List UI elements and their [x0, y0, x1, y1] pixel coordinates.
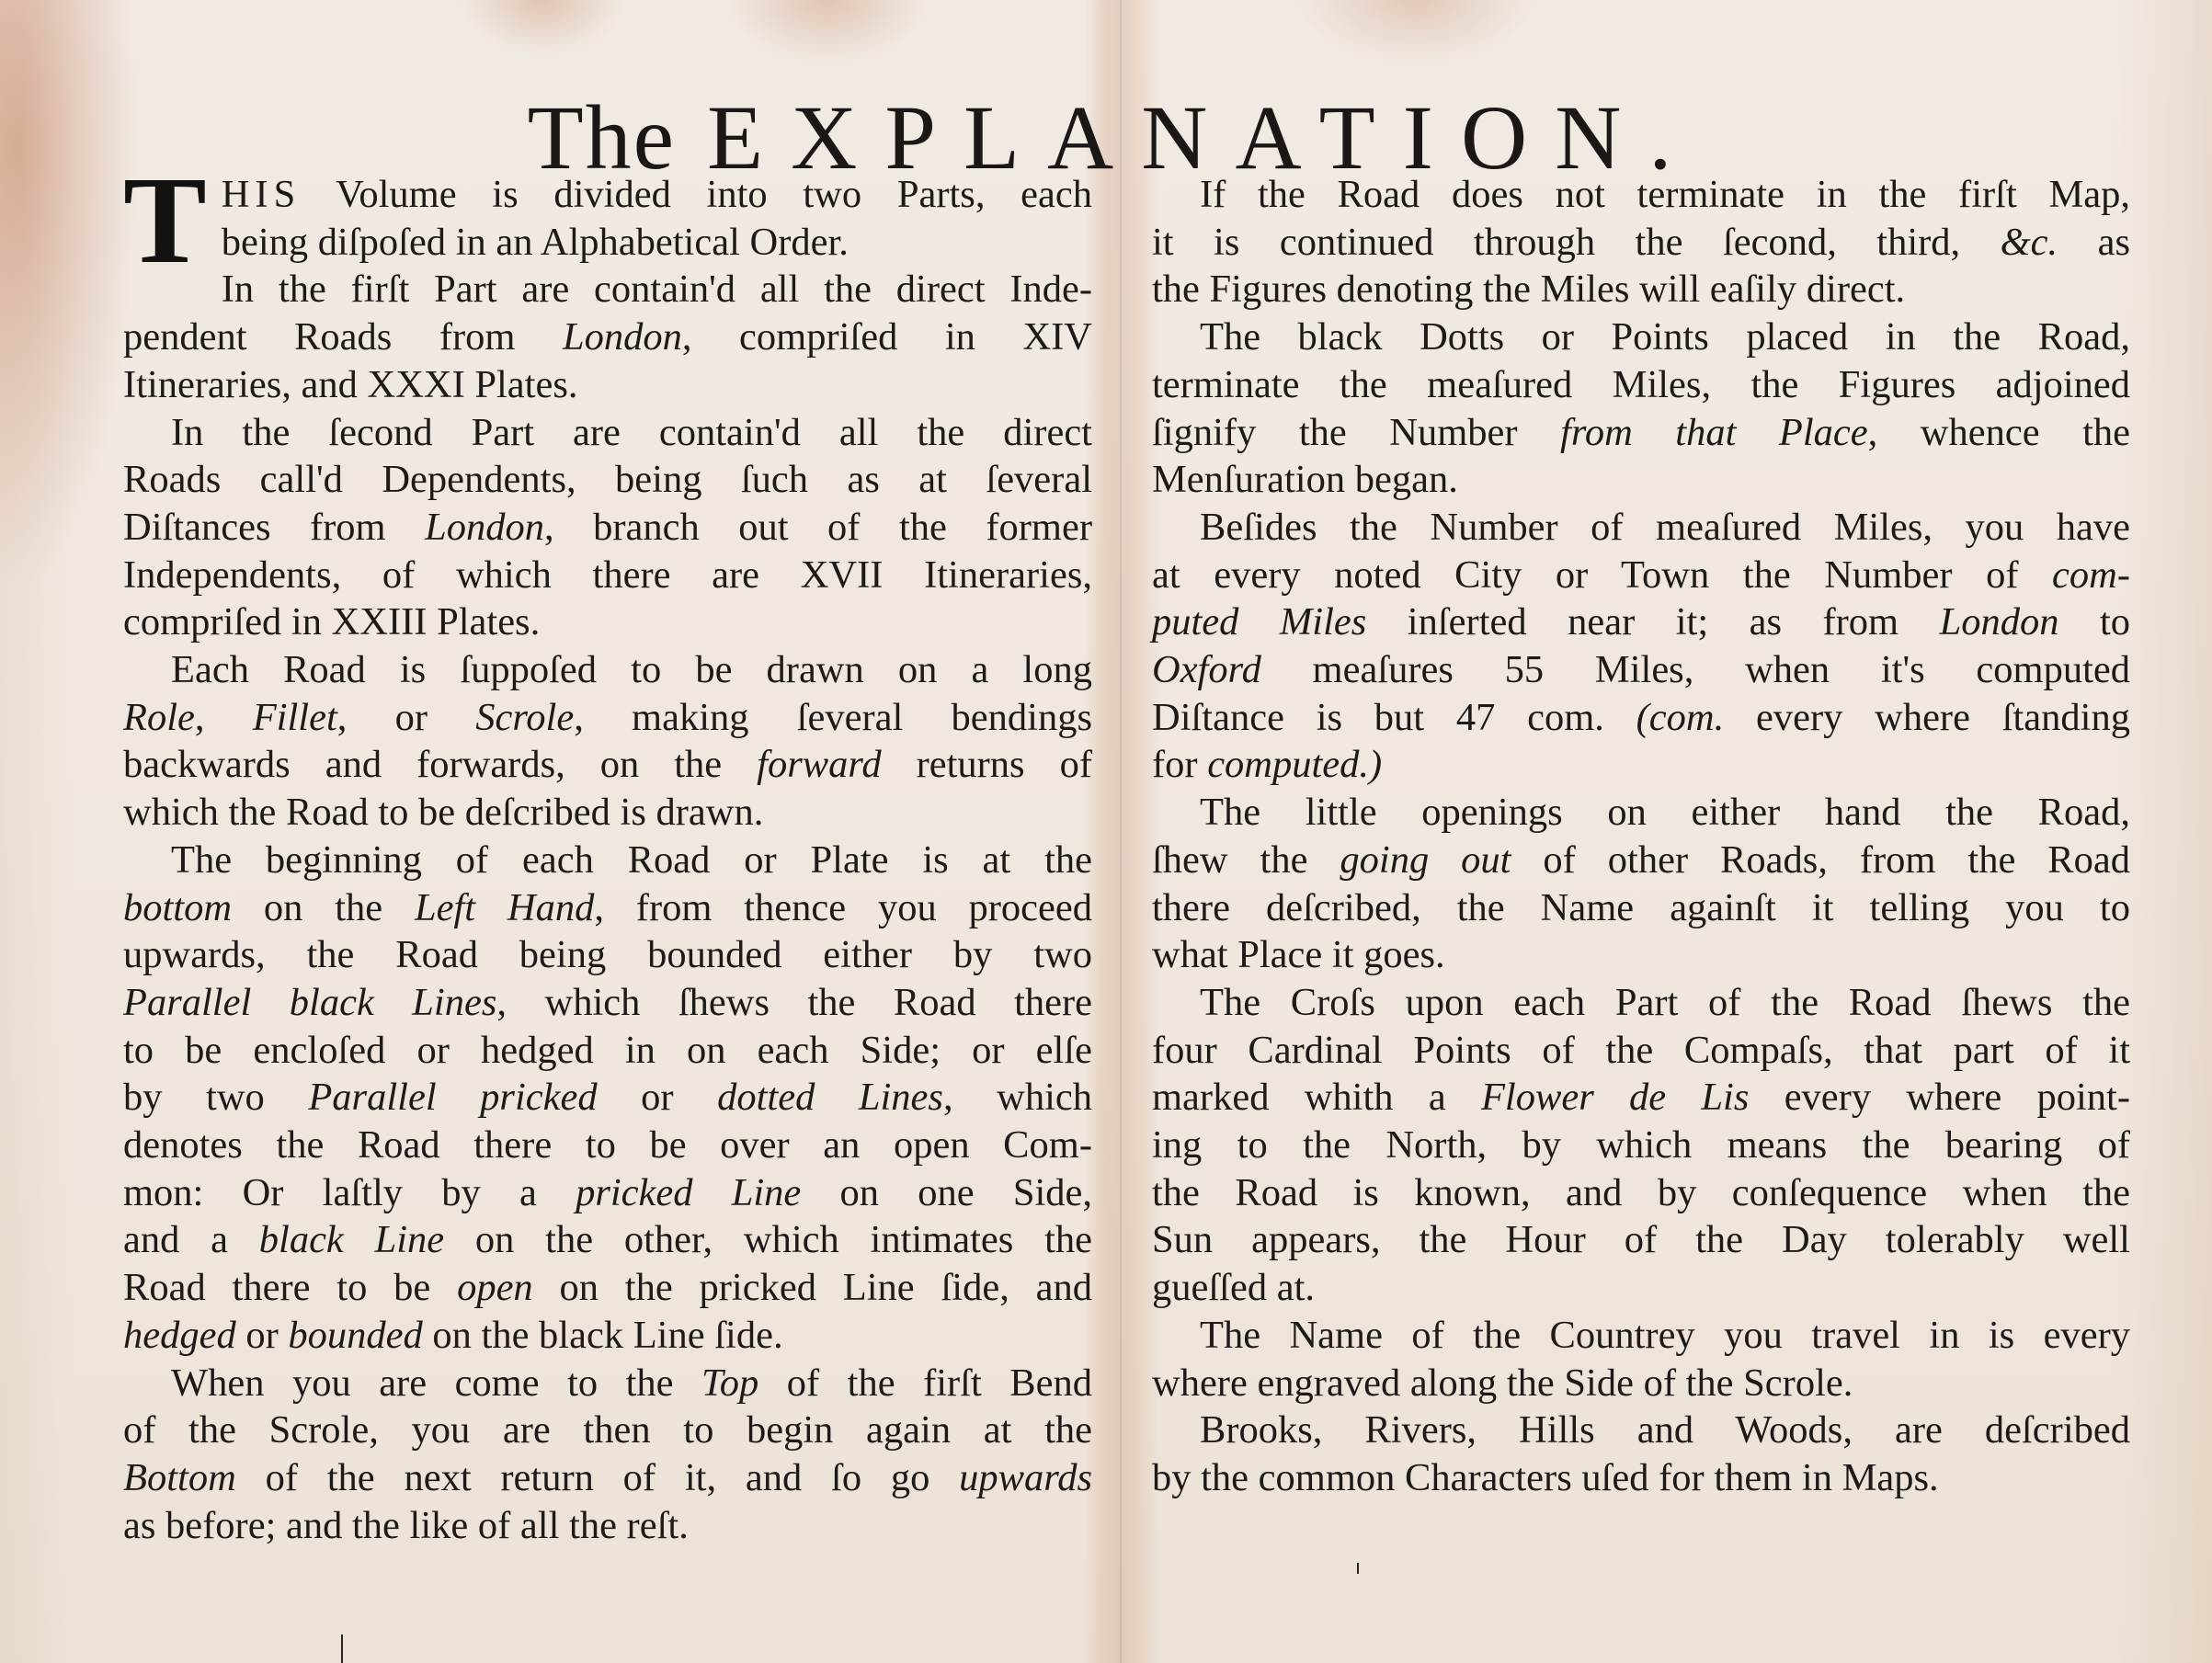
text-run: on one Side,	[801, 1170, 1093, 1214]
text-line	[123, 979, 1092, 1027]
text-line	[1152, 504, 2130, 552]
text-line	[123, 884, 1092, 932]
text-run: Volume is divided into two Parts, each	[301, 173, 1092, 216]
text-line	[1152, 694, 2130, 742]
text-run: The Name of the Countrey you travel in is every	[1200, 1313, 2130, 1357]
text-run: of the Scrole, you are then to begin again at the	[123, 1408, 1092, 1452]
text-run: four Cardinal Points of the Compaſs, that part of it	[1152, 1028, 2130, 1072]
text-run: as before; and the like of all the reſt.	[123, 1503, 689, 1547]
text-run: marked whith a	[1152, 1076, 1481, 1120]
text-line	[123, 741, 1092, 789]
text-line	[123, 1454, 1092, 1502]
text-run: , branch out of the former	[544, 505, 1092, 549]
text-line	[1152, 1027, 2130, 1075]
text-run: Roads call'd Dependents, being ſuch as at ſeveral	[123, 458, 1092, 502]
italic-text: going out	[1340, 837, 1511, 882]
text-line	[123, 552, 1092, 599]
italic-text: open	[457, 1266, 533, 1310]
italic-text: forward	[757, 743, 882, 787]
text-run: compriſed in XXIII Plates.	[123, 600, 541, 644]
text-run: what Place it goes.	[1152, 933, 1445, 977]
text-line	[1152, 837, 2130, 884]
paragraph	[123, 409, 1092, 647]
ink-mark	[1357, 1563, 1359, 1574]
text-line	[1152, 931, 2130, 979]
text-run: , which ſhews the Road there	[496, 980, 1093, 1024]
text-run: If the Road does not terminate in the firſt Map,	[1200, 173, 2130, 216]
italic-text: upwards	[959, 1455, 1092, 1499]
text-run: of the next return of it, and ſo go	[235, 1455, 960, 1499]
text-run: denotes the Road there to be over an open Com-	[123, 1123, 1092, 1168]
italic-text: dotted Lines	[717, 1076, 943, 1120]
text-line	[123, 409, 1092, 457]
italic-text: computed.)	[1207, 743, 1383, 787]
text-run: Independents, of which there are XVII Itineraries,	[123, 552, 1092, 597]
gutter-crease	[1120, 0, 1122, 1663]
text-run: , or	[336, 695, 476, 739]
text-run: the Figures denoting the Miles will eaſily direct.	[1152, 268, 1906, 312]
text-run: ,	[194, 695, 253, 739]
italic-text: Fillet	[252, 695, 337, 739]
text-line	[1152, 1169, 2130, 1217]
italic-text: Scrole	[475, 695, 575, 739]
text-line	[1152, 313, 2130, 361]
text-line	[123, 1027, 1092, 1075]
italic-text: pricked Line	[576, 1170, 802, 1214]
italic-text: from that Place	[1560, 410, 1868, 454]
title-main: EXPLANATION.	[707, 86, 1700, 188]
text-run: on the black Line ſide.	[422, 1313, 783, 1357]
text-run: Diſtance is but 47 com.	[1152, 695, 1636, 739]
italic-text: Parallel black Lines	[123, 980, 497, 1024]
text-run: ſhew the	[1152, 837, 1340, 882]
text-run: or	[235, 1313, 289, 1357]
text-line	[123, 361, 1092, 409]
text-run: there deſcribed, the Name againſt it telling you to	[1152, 885, 2130, 929]
text-run: The Croſs upon each Part of the Road ſhews the	[1200, 980, 2130, 1024]
text-run: Road there to be	[123, 1266, 458, 1310]
text-run: it is continued through the ſecond, third,	[1152, 220, 2001, 264]
text-line	[123, 646, 1092, 694]
text-line	[1152, 171, 2130, 219]
italic-text: Role	[123, 695, 195, 739]
text-run: backwards and forwards, on the	[123, 743, 758, 787]
text-line	[1152, 884, 2130, 932]
text-line	[123, 1502, 1092, 1550]
text-line	[1152, 1216, 2130, 1264]
text-line	[1152, 1407, 2130, 1454]
paragraph	[1152, 1407, 2130, 1501]
text-run: gueſſed at.	[1152, 1266, 1316, 1310]
text-run: , from thence you proceed	[594, 885, 1093, 929]
text-run: ſignify the Number	[1152, 410, 1561, 454]
text-line	[123, 1216, 1092, 1264]
text-line	[123, 598, 1092, 646]
text-line	[1152, 1074, 2130, 1122]
text-run: Sun appears, the Hour of the Day tolerably well	[1152, 1218, 2130, 1262]
text-run: being diſpoſed in an Alphabetical Order.	[221, 220, 849, 264]
text-line	[1152, 409, 2130, 457]
text-line	[123, 171, 1092, 219]
text-run: of the firſt Bend	[758, 1361, 1093, 1405]
text-run: , which	[942, 1076, 1092, 1120]
text-line	[123, 1264, 1092, 1312]
text-run: the Road is known, and by conſequence when the	[1152, 1170, 2130, 1214]
text-run: or	[597, 1076, 718, 1120]
drop-cap: T	[123, 152, 207, 290]
italic-text: puted Miles	[1152, 600, 1367, 644]
italic-text: hedged	[123, 1313, 236, 1357]
text-run: where engraved along the Side of the Scrole.	[1152, 1361, 1853, 1405]
text-line	[1152, 598, 2130, 646]
text-run: The beginning of each Road or Plate is at the	[171, 837, 1092, 882]
text-line	[123, 266, 1092, 313]
text-line	[1152, 552, 2130, 599]
text-line	[123, 1360, 1092, 1407]
italic-text: (com.	[1636, 695, 1725, 739]
text-line	[1152, 1312, 2130, 1360]
text-line	[1152, 979, 2130, 1027]
text-line	[123, 1169, 1092, 1217]
ink-mark	[341, 1635, 343, 1663]
italic-text: black Line	[258, 1218, 445, 1262]
text-run: inſerted near it; as from	[1366, 600, 1940, 644]
text-run: on the pricked Line ſide, and	[532, 1266, 1092, 1310]
paragraph	[1152, 313, 2130, 504]
text-run: on the other, which intimates the	[444, 1218, 1093, 1262]
text-line	[1152, 741, 2130, 789]
text-run: When you are come to the	[171, 1361, 702, 1405]
text-line	[1152, 456, 2130, 504]
text-run: Brooks, Rivers, Hills and Woods, are deſcribed	[1200, 1408, 2130, 1452]
text-run: HIS	[221, 173, 302, 216]
text-run: as	[2058, 220, 2131, 264]
paragraph	[1152, 1312, 2130, 1407]
text-run: ing to the North, by which means the bearing of	[1152, 1123, 2130, 1168]
text-line	[1152, 646, 2130, 694]
text-line	[1152, 266, 2130, 313]
left-column	[123, 152, 1093, 1549]
text-line	[123, 1312, 1092, 1360]
text-line	[123, 504, 1092, 552]
italic-text: London	[425, 505, 544, 549]
italic-text: London	[1939, 600, 2059, 644]
text-line	[1152, 361, 2130, 409]
paragraph	[1152, 171, 2130, 313]
text-run: The little openings on either hand the Road,	[1200, 791, 2130, 835]
text-run: Menſuration began.	[1152, 458, 1458, 502]
text-run: to	[2058, 600, 2131, 644]
text-run: at every noted City or Town the Number of	[1152, 552, 2053, 597]
text-run: , compriſed in XIV	[681, 315, 1092, 359]
text-line	[123, 313, 1092, 361]
text-line	[1152, 1122, 2130, 1169]
text-run: mon: Or laſtly by a	[123, 1170, 576, 1214]
text-run: of other Roads, from the Road	[1511, 837, 2130, 882]
italic-text: London	[562, 315, 682, 359]
text-run: In the ſecond Part are contain'd all the direct	[171, 410, 1092, 454]
italic-text: Parallel pricked	[308, 1076, 598, 1120]
text-line	[123, 694, 1092, 742]
text-run: by two	[123, 1076, 309, 1120]
text-line	[123, 837, 1092, 884]
paragraph	[123, 1360, 1092, 1550]
italic-text: Top	[701, 1361, 759, 1405]
text-line	[1152, 789, 2130, 837]
paragraph	[1152, 979, 2130, 1312]
title-prefix: The	[527, 86, 677, 188]
text-run: returns of	[881, 743, 1092, 787]
text-run: Itineraries, and XXXI Plates.	[123, 362, 578, 406]
text-run: to be encloſed or hedged in on each Side; or elſe	[123, 1028, 1092, 1072]
text-line	[1152, 1360, 2130, 1407]
right-column	[1152, 171, 2130, 1502]
italic-text: Bottom	[123, 1455, 236, 1499]
text-run: every where point-	[1749, 1076, 2130, 1120]
text-run: meaſures 55 Miles, when it's computed	[1260, 648, 2130, 692]
text-line	[123, 931, 1092, 979]
text-line	[1152, 1454, 2130, 1502]
italic-text: Oxford	[1152, 648, 1261, 692]
text-run: upwards, the Road being bounded either by two	[123, 933, 1092, 977]
text-run: , making ſeveral bendings	[574, 695, 1092, 739]
text-line	[123, 789, 1092, 837]
text-run: pendent Roads from	[123, 315, 563, 359]
text-run: In the firſt Part are contain'd all the direct Inde-	[221, 268, 1092, 312]
text-line	[123, 1074, 1092, 1122]
text-run: , whence the	[1867, 410, 2130, 454]
italic-text: &c.	[2000, 220, 2058, 264]
text-run: Each Road is ſuppoſed to be drawn on a long	[171, 648, 1092, 692]
text-line	[123, 1122, 1092, 1169]
paragraph	[1152, 504, 2130, 789]
paragraph	[123, 266, 1092, 408]
text-line	[1152, 219, 2130, 267]
text-run: The black Dotts or Points placed in the Road,	[1200, 315, 2130, 359]
text-line	[1152, 1264, 2130, 1312]
text-run: and a	[123, 1218, 259, 1262]
paragraph	[123, 837, 1092, 1360]
paragraph	[123, 646, 1092, 837]
text-run: terminate the meaſured Miles, the Figures adjoined	[1152, 362, 2130, 406]
italic-text: bounded	[288, 1313, 423, 1357]
paragraph	[1152, 789, 2130, 979]
text-line	[123, 1407, 1092, 1454]
italic-text: com-	[2052, 552, 2130, 597]
text-run: every where ſtanding	[1724, 695, 2130, 739]
text-run: which the Road to be deſcribed is drawn.	[123, 791, 764, 835]
text-run: on the	[232, 885, 415, 929]
text-line	[123, 456, 1092, 504]
text-run: Diſtances from	[123, 505, 426, 549]
text-run: Beſides the Number of meaſured Miles, you have	[1200, 505, 2130, 549]
text-run: by the common Characters uſed for them in Maps.	[1152, 1455, 1939, 1499]
text-run: for	[1152, 743, 1208, 787]
italic-text: bottom	[123, 885, 233, 929]
text-line	[123, 219, 1092, 267]
italic-text: Flower de Lis	[1480, 1076, 1750, 1120]
italic-text: Left Hand	[414, 885, 595, 929]
